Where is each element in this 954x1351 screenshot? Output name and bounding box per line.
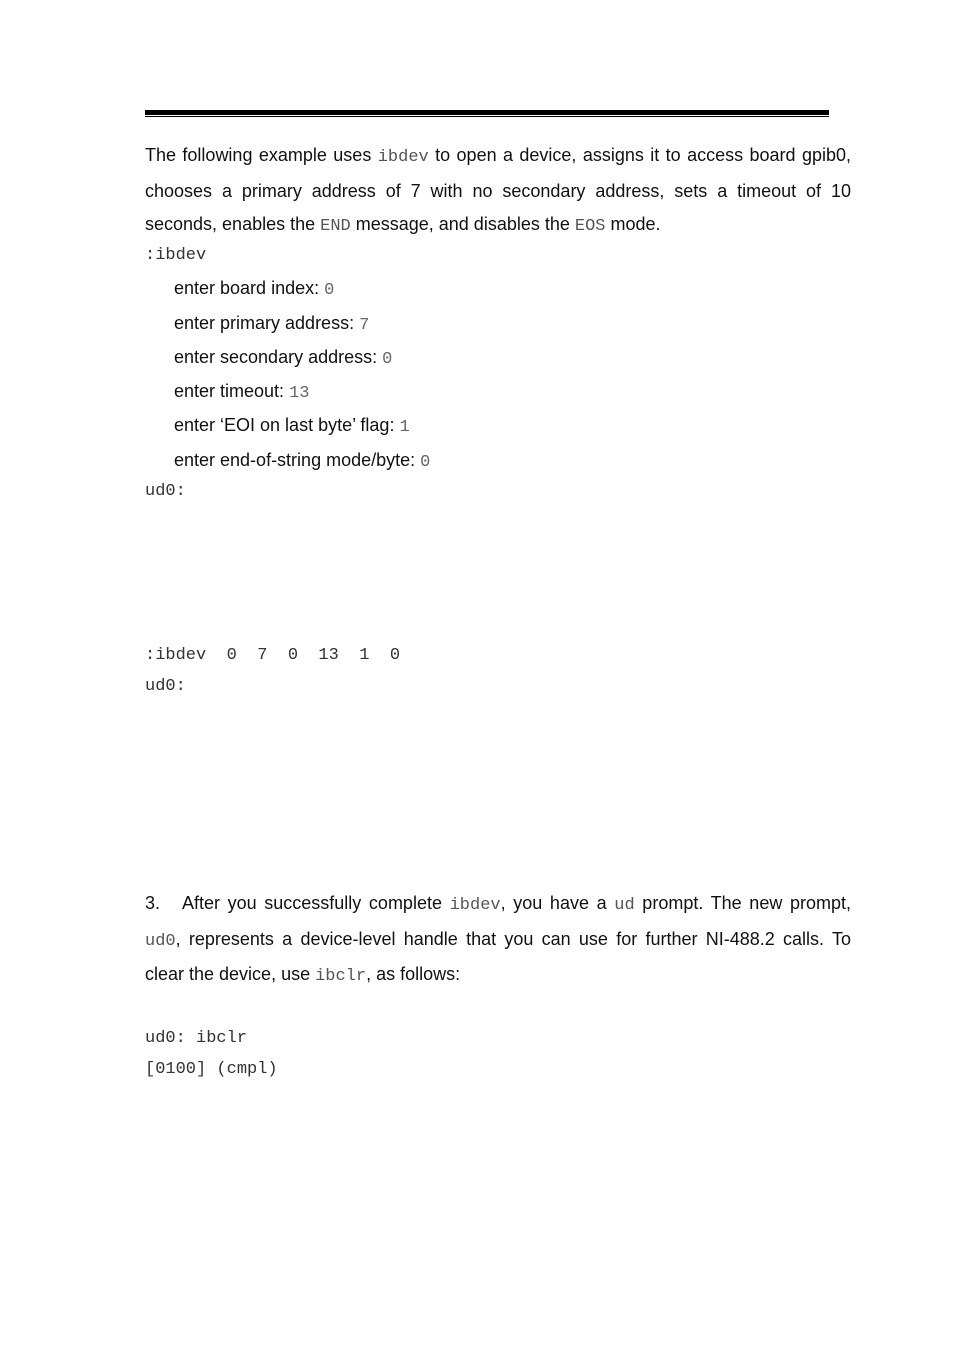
prompt-board-index: enter board index: 0 bbox=[174, 278, 335, 300]
step-3-paragraph: 3. After you successfully complete ibdev, you have a ud prompt. The new prompt, ud0, represents a device-level handle that you can use for further NI-488.2 calls. To clear the device, use ibclr, as follows: bbox=[145, 893, 851, 986]
prompt-eos-mode: enter end-of-string mode/byte: 0 bbox=[174, 450, 431, 472]
command-ibclr: ud0: ibclr bbox=[145, 1029, 248, 1048]
intro-paragraph: The following example uses ibdev to open a device, assigns it to access board gpib0, chooses a primary address of 7 with no secondary address, sets a timeout of 10 seconds, enables the END message, and disables the EOS mode. bbox=[145, 145, 851, 236]
prompt-secondary-address: enter secondary address: 0 bbox=[174, 347, 393, 369]
command-ibdev-inline: :ibdev 0 7 0 13 1 0 bbox=[145, 646, 401, 665]
command-ibdev: :ibdev bbox=[145, 246, 207, 265]
status-cmpl: [0100] (cmpl) bbox=[145, 1060, 278, 1079]
result-ud0: ud0: bbox=[145, 482, 186, 501]
prompt-primary-address: enter primary address: 7 bbox=[174, 313, 370, 335]
header-rule bbox=[145, 110, 829, 115]
prompt-timeout: enter timeout: 13 bbox=[174, 381, 310, 403]
result-ud0-inline: ud0: bbox=[145, 677, 186, 696]
prompt-eoi-flag: enter ‘EOI on last byte’ flag: 1 bbox=[174, 415, 410, 437]
header-rule-thin bbox=[145, 116, 829, 117]
